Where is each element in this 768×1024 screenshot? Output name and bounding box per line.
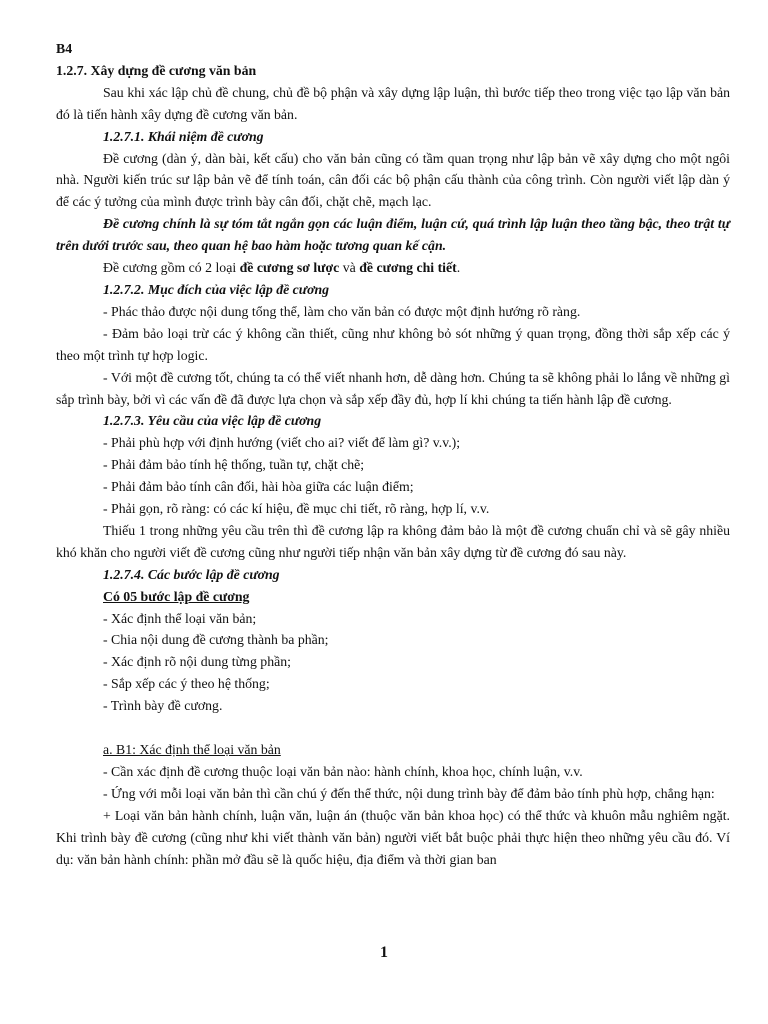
subsection-title-4: 1.2.7.4. Các bước lập đề cương: [103, 566, 280, 582]
step-item: - Chia nội dung đề cương thành ba phần;: [103, 632, 329, 648]
step-item: - Xác định rõ nội dung từng phần;: [103, 654, 291, 670]
document-label: B4: [56, 41, 73, 56]
concept-paragraph: Đề cương (dàn ý, dàn bài, kết cấu) cho văn bản cũng có tầm quan trọng như lập bản vẽ xây dựng cho một ngôi nhà. Người kiến trúc sư lập bản vẽ để tính toán, cân đối các bộ phận cấu thành của công trình. Còn người viết lập dàn ý để các ý tưởng của mình được trình bày cân đối, chặt chẽ, mạch lạc.: [56, 150, 730, 210]
step1-paragraph: - Ứng với mỗi loại văn bản thì cần chú ý đến thể thức, nội dung trình bày để đảm bảo tính phù hợp, chẳng hạn:: [103, 785, 715, 801]
types-text-mid: và: [339, 260, 360, 276]
intro-paragraph: Sau khi xác lập chủ đề chung, chủ đề bộ phận và xây dựng lập luận, thì bước tiếp theo trong việc tạo lập văn bản đó là tiến hành xây dựng đề cương văn bản.: [56, 84, 730, 122]
subsection-title-2: 1.2.7.2. Mục đích của việc lập đề cương: [103, 281, 330, 297]
step-item: - Trình bày đề cương.: [103, 698, 223, 714]
document-body: [56, 38, 730, 871]
purpose-item: - Với một đề cương tốt, chúng ta có thể viết nhanh hơn, dễ dàng hơn. Chúng ta sẽ không phải lo lắng về những gì sắp trình bày, bởi vì các vấn đề đã được lựa chọn và sắp xếp đầy đủ, hợp lí khi chúng ta tiến hành lập đề cương.: [56, 369, 730, 407]
requirement-item: - Phải đảm bảo tính hệ thống, tuần tự, chặt chẽ;: [103, 457, 365, 473]
requirement-item: - Phải đảm bảo tính cân đối, hài hòa giữa các luận điểm;: [103, 479, 414, 495]
types-term-detailed: đề cương chi tiết: [359, 260, 457, 276]
page-number: 1: [380, 944, 388, 961]
purpose-item: - Đảm bảo loại trừ các ý không cần thiết, cũng như không bỏ sót những ý quan trọng, đồng thời sắp xếp các ý theo một trình tự hợp logic.: [56, 325, 730, 363]
requirement-item: - Phải phù hợp với định hướng (viết cho ai? viết để làm gì? v.v.);: [103, 435, 461, 451]
subsection-title-1: 1.2.7.1. Khái niệm đề cương: [103, 128, 264, 144]
step1-title: a. B1: Xác định thể loại văn bản: [103, 742, 281, 758]
types-text-post: .: [456, 260, 461, 276]
outline-types-paragraph: [56, 257, 730, 279]
spacer: [56, 717, 730, 739]
step1-heading-line: [56, 739, 730, 761]
steps-subtitle: Có 05 bước lập đề cương: [103, 588, 250, 604]
definition-paragraph: Đề cương chính là sự tóm tắt ngắn gọn các luận điểm, luận cứ, quá trình lập luận theo tầng bậc, theo trật tự trên dưới trước sau, theo quan hệ bao hàm hoặc tương quan kế cận.: [56, 216, 730, 254]
step1-paragraph: + Loại văn bản hành chính, luận văn, luận án (thuộc văn bản khoa học) có thể thức và khuôn mẫu nghiêm ngặt. Khi trình bày đề cương (cũng như khi viết thành văn bản) người viết bắt buộc phải thực hiện theo những yêu cầu đó. Ví dụ: văn bản hành chính: phần mở đầu sẽ là quốc hiệu, địa điểm và thời gian ban: [56, 807, 730, 867]
types-text-pre: Đề cương gồm có 2 loại: [103, 260, 240, 276]
requirement-item: - Phải gọn, rõ ràng: có các kí hiệu, đề mục chi tiết, rõ ràng, hợp lí, v.v.: [103, 501, 490, 517]
step1-paragraph: - Cần xác định đề cương thuộc loại văn bản nào: hành chính, khoa học, chính luận, v.v.: [103, 764, 583, 779]
requirement-note: Thiếu 1 trong những yêu cầu trên thì đề cương lập ra không đảm bảo là một đề cương chuẩn chỉ và sẽ gây nhiều khó khăn cho người viết đề cương cũng như người tiếp nhận văn bản xây dựng từ đề cương đó sau này.: [56, 522, 730, 560]
step-item: - Sắp xếp các ý theo hệ thống;: [103, 676, 270, 692]
section-heading: 1.2.7. Xây dựng đề cương văn bản: [56, 62, 257, 78]
types-term-brief: đề cương sơ lược: [239, 260, 340, 276]
step-item: - Xác định thể loại văn bản;: [103, 610, 257, 626]
purpose-item: - Phác thảo được nội dung tổng thể, làm cho văn bản có được một định hướng rõ ràng.: [103, 303, 581, 319]
subsection-title-3: 1.2.7.3. Yêu cầu của việc lập đề cương: [103, 413, 322, 429]
